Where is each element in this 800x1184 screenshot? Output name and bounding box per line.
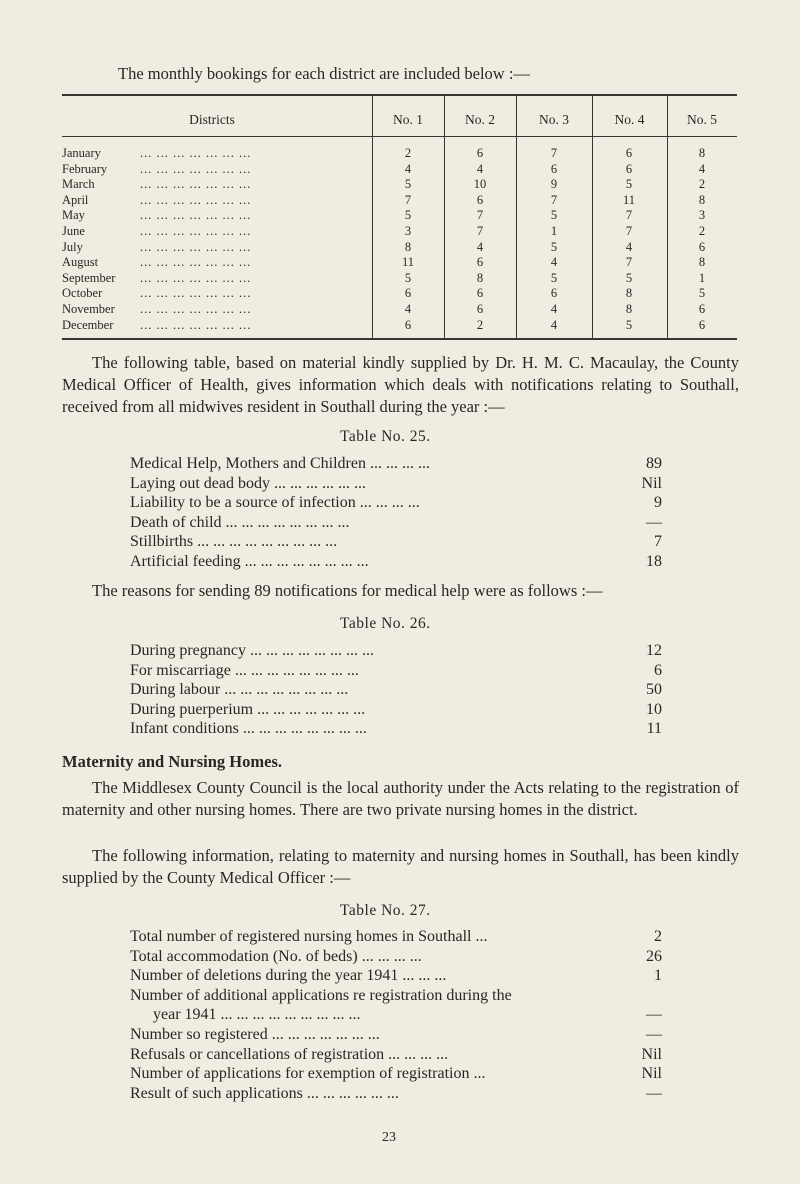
cell-district-1: 5 [404, 270, 412, 285]
cell-district-4: 6 [625, 146, 633, 160]
table-row [62, 224, 737, 238]
cell-district-5: 8 [698, 192, 706, 207]
table-row [62, 146, 737, 160]
table-25-value: 7 [654, 533, 662, 551]
cell-district-1: 7 [404, 192, 412, 207]
leader-dots: ... ... ... ... ... ... ... [140, 239, 252, 254]
cell-district-3: 5 [550, 270, 558, 285]
table-26-row [130, 641, 662, 661]
month-label: February [62, 161, 108, 176]
cell-district-5: 5 [698, 286, 706, 301]
header-no-5: No. 5 [687, 112, 717, 127]
table-27-row [130, 927, 662, 947]
table-row [62, 208, 737, 222]
cell-district-2: 6 [476, 146, 484, 160]
table-row [62, 240, 737, 254]
table-25-row [130, 474, 662, 494]
table-27-row [130, 1084, 662, 1104]
cell-district-2: 2 [476, 317, 484, 332]
table-25-value: 18 [646, 553, 662, 570]
table-26-value: 50 [646, 681, 662, 699]
cell-district-5: 8 [698, 146, 706, 160]
table-27-row [130, 966, 662, 986]
table-row [62, 255, 737, 269]
cell-district-2: 10 [473, 177, 487, 192]
month-label: June [62, 224, 85, 238]
cell-district-5: 6 [698, 317, 706, 332]
month-label: January [62, 146, 101, 160]
leader-dots: ... ... ... ... ... ... ... [140, 146, 252, 160]
cell-district-3: 7 [550, 192, 558, 207]
table-27-value: — [646, 1026, 662, 1043]
table-26-row [130, 719, 662, 739]
cell-district-1: 5 [404, 208, 412, 223]
cell-district-1: 3 [404, 224, 412, 238]
table-27-row [130, 947, 662, 967]
leader-dots: ... ... ... ... ... ... ... [140, 208, 252, 223]
table-row [62, 177, 737, 191]
cell-district-1: 2 [404, 146, 412, 160]
cell-district-2: 6 [476, 286, 484, 301]
district-bookings-table [62, 94, 737, 340]
table-25-label: Stillbirths ... ... ... ... ... ... ... ... ... [130, 533, 338, 551]
table-27-label: Refusals or cancellations of registration ... ... ... ... [130, 1045, 449, 1063]
cell-district-5: 1 [698, 270, 706, 285]
leader-dots: ... ... ... ... ... ... ... [140, 177, 252, 192]
table-27-label: Result of such applications ... ... ... ... ... ... [130, 1084, 399, 1102]
cell-district-2: 7 [476, 224, 484, 238]
table-row [62, 271, 737, 285]
paragraph-reasons: The reasons for sending 89 notifications for medical help were as follows :— [92, 581, 603, 600]
cell-district-1: 4 [404, 302, 412, 316]
month-label: October [62, 286, 103, 301]
cell-district-2: 4 [476, 161, 484, 176]
table-row [62, 318, 737, 332]
table-27-value: Nil [641, 1045, 662, 1063]
month-label: March [62, 177, 95, 192]
table-27-value: 1 [654, 967, 662, 985]
header-no-1: No. 1 [393, 112, 423, 127]
cell-district-4: 7 [625, 224, 633, 238]
cell-district-4: 6 [625, 161, 633, 176]
cell-district-3: 6 [550, 286, 558, 301]
page-number: 23 [382, 1130, 396, 1145]
table-27-label: Total number of registered nursing homes in Southall ... [130, 928, 488, 945]
cell-district-4: 5 [625, 177, 633, 192]
table-26-row [130, 680, 662, 700]
table-26-label: During puerperium ... ... ... ... ... ... ... [130, 700, 366, 718]
leader-dots: ... ... ... ... ... ... ... [140, 286, 252, 301]
table-26-label: During pregnancy ... ... ... ... ... ... ... ... [130, 642, 374, 659]
table-row [62, 193, 737, 207]
table-27-label: Total accommodation (No. of beds) ... ... ... ... [130, 947, 422, 965]
cell-district-1: 5 [404, 177, 412, 192]
paragraph-midwives-notifications: The following table, based on material kindly supplied by Dr. H. M. C. Macaulay, the County Medical Officer of Health, gives information which deals with notifications relating to Southall, received from all midwives resident in Southall during the year :— [62, 353, 739, 416]
cell-district-1: 11 [401, 255, 415, 270]
table-26-label: During labour ... ... ... ... ... ... ... ... [130, 681, 349, 699]
table-26-value: 6 [654, 661, 662, 679]
table-27-row [130, 1064, 662, 1084]
table-25-label: Liability to be a source of infection ... ... ... ... [130, 494, 420, 512]
table-25-value: 9 [654, 494, 662, 512]
header-no-2: No. 2 [465, 112, 495, 127]
table-25-label: Medical Help, Mothers and Children ... ... ... ... [130, 455, 430, 472]
month-label: May [62, 208, 85, 223]
table-header-rule [62, 136, 737, 137]
leader-dots: ... ... ... ... ... ... ... [140, 192, 252, 207]
table-26-row [130, 700, 662, 720]
cell-district-1: 4 [404, 161, 412, 176]
table-bottom-rule [62, 338, 737, 340]
cell-district-4: 11 [622, 192, 636, 207]
cell-district-5: 2 [698, 177, 706, 192]
cell-district-4: 4 [625, 239, 633, 254]
table-25-value: — [646, 513, 662, 531]
leader-dots: ... ... ... ... ... ... ... [140, 255, 252, 270]
table-25-title: Table No. 25. [340, 428, 431, 445]
cell-district-5: 3 [698, 208, 706, 223]
cell-district-2: 7 [476, 208, 484, 223]
leader-dots: ... ... ... ... ... ... ... [140, 224, 252, 238]
table-27-label: Number of deletions during the year 1941 ... ... ... [130, 967, 447, 985]
cell-district-1: 8 [404, 239, 412, 254]
cell-district-3: 5 [550, 239, 558, 254]
month-label: November [62, 302, 115, 316]
leader-dots: ... ... ... ... ... ... ... [140, 302, 252, 316]
cell-district-5: 2 [698, 224, 706, 238]
table-25-row [130, 513, 662, 533]
cell-district-3: 1 [550, 224, 558, 238]
cell-district-4: 8 [625, 302, 633, 316]
paragraph-following-information: The following information, relating to maternity and nursing homes in Southall, has been kindly supplied by the County Medical Officer :— [62, 846, 739, 887]
table-27-row [130, 1005, 662, 1025]
cell-district-3: 4 [550, 255, 558, 270]
table-27-value: — [646, 1006, 662, 1024]
header-no-3: No. 3 [539, 112, 569, 127]
table-27-label: Number of additional applications re registration during the [130, 986, 512, 1004]
table-25-row [130, 493, 662, 513]
table-25-row [130, 454, 662, 474]
table-row [62, 286, 737, 300]
table-25-label: Death of child ... ... ... ... ... ... ... ... [130, 513, 350, 531]
section-heading-maternity-homes: Maternity and Nursing Homes. [62, 752, 282, 771]
month-label: September [62, 270, 116, 285]
table-27-label: year 1941 ... ... ... ... ... ... ... ... ... [153, 1006, 361, 1024]
table-25-value: Nil [641, 474, 662, 492]
table-27-value: 26 [646, 947, 662, 965]
cell-district-3: 7 [550, 146, 558, 160]
table-row [62, 302, 737, 316]
cell-district-3: 5 [550, 208, 558, 223]
month-label: July [62, 239, 83, 254]
cell-district-3: 6 [550, 161, 558, 176]
table-27-label: Number so registered ... ... ... ... ... ... ... [130, 1026, 380, 1043]
leader-dots: ... ... ... ... ... ... ... [140, 161, 252, 176]
table-27-row [130, 1045, 662, 1065]
leader-dots: ... ... ... ... ... ... ... [140, 317, 252, 332]
cell-district-3: 9 [550, 177, 558, 192]
header-no-4: No. 4 [614, 112, 645, 127]
table-25-row [130, 552, 662, 572]
cell-district-2: 6 [476, 192, 484, 207]
cell-district-2: 4 [476, 239, 484, 254]
cell-district-3: 4 [550, 317, 558, 332]
table-27-value: — [646, 1084, 662, 1102]
table-26-value: 10 [646, 700, 662, 718]
cell-district-4: 7 [625, 208, 633, 223]
table-25-label: Laying out dead body ... ... ... ... ... ... [130, 474, 366, 492]
leader-dots: ... ... ... ... ... ... ... [140, 270, 252, 285]
month-label: April [62, 192, 89, 207]
table-27-value: Nil [641, 1065, 662, 1083]
cell-district-4: 7 [625, 255, 633, 270]
table-27-title: Table No. 27. [340, 902, 431, 919]
table-26-value: 12 [646, 642, 662, 659]
cell-district-5: 8 [698, 255, 706, 270]
table-27-row [130, 986, 662, 1006]
table-25-value: 89 [646, 455, 662, 472]
cell-district-2: 8 [476, 270, 484, 285]
table-26-row [130, 661, 662, 681]
table-27-row [130, 1025, 662, 1045]
cell-district-1: 6 [404, 317, 412, 332]
cell-district-2: 6 [476, 302, 484, 316]
month-label: December [62, 317, 114, 332]
paragraph-middlesex-authority: The Middlesex County Council is the local authority under the Acts relating to the registration of maternity and other nursing homes. There are two private nursing homes in the district. [62, 778, 739, 819]
cell-district-5: 6 [698, 302, 706, 316]
table-26-title: Table No. 26. [340, 615, 431, 632]
cell-district-5: 4 [698, 161, 706, 176]
table-26-label: For miscarriage ... ... ... ... ... ... ... ... [130, 661, 359, 679]
table-25-label: Artificial feeding ... ... ... ... ... ... ... ... [130, 553, 369, 570]
table-26-value: 11 [646, 720, 662, 738]
cell-district-4: 5 [625, 317, 633, 332]
table-27-label: Number of applications for exemption of registration ... [130, 1065, 486, 1083]
cell-district-5: 6 [698, 239, 706, 254]
header-districts: Districts [189, 112, 235, 127]
table-25-row [130, 532, 662, 552]
month-label: August [62, 255, 99, 270]
cell-district-4: 5 [625, 270, 633, 285]
table-26-label: Infant conditions ... ... ... ... ... ... ... ... [130, 720, 367, 738]
table-row [62, 162, 737, 176]
cell-district-4: 8 [625, 286, 633, 301]
cell-district-1: 6 [404, 286, 412, 301]
cell-district-3: 4 [550, 302, 558, 316]
table-27-value: 2 [654, 928, 662, 945]
table-top-rule [62, 94, 737, 96]
intro-text: The monthly bookings for each district are included below :— [118, 64, 530, 83]
cell-district-2: 6 [476, 255, 484, 270]
